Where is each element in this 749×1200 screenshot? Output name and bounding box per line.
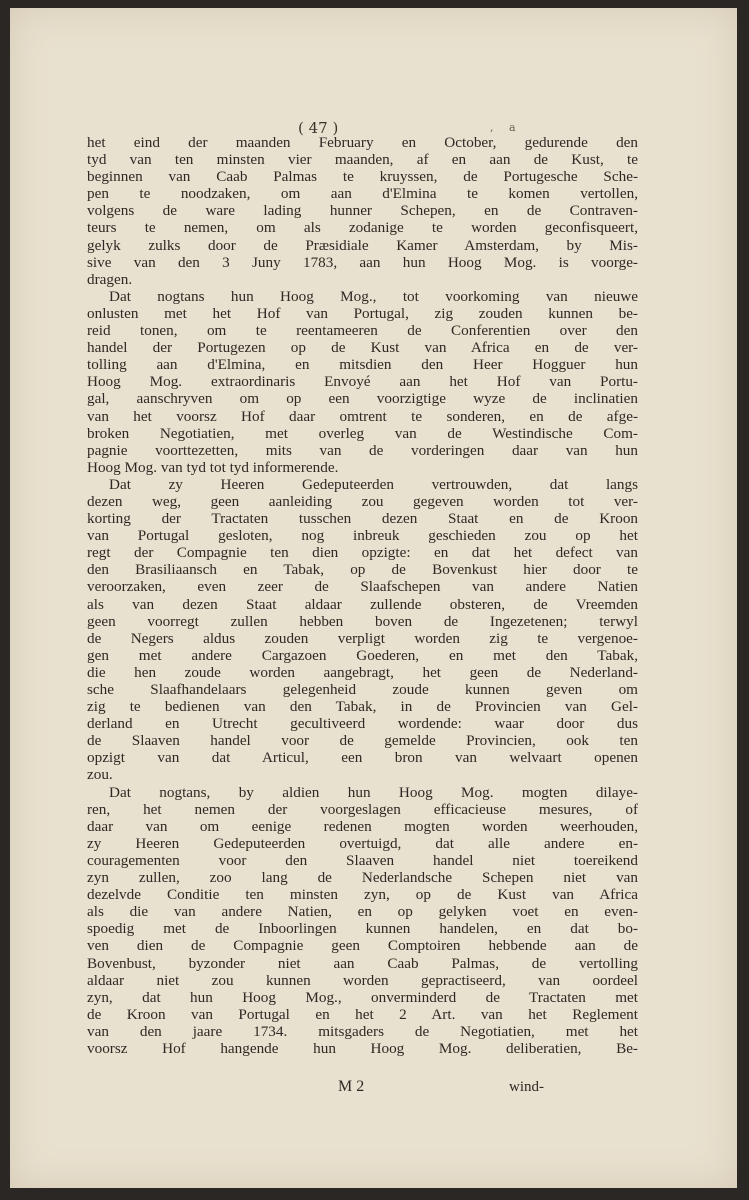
text-line: sche Slaafhandelaars gelegenheid zoude kunnen geven om: [87, 681, 638, 698]
catchword: wind-: [509, 1079, 544, 1095]
text-line: als die van andere Natien, en op gelyken voet en even-: [87, 903, 638, 921]
body-text: [87, 134, 638, 1057]
text-line: veroorzaken, even zeer de Slaafschepen van andere Natien: [87, 578, 638, 596]
page-number-header: ( 47 ): [298, 119, 339, 137]
text-line: gal, aanschryven om op een voorzigtige wyze de inclinatien: [87, 390, 638, 408]
text-line: spoedig met de Inboorlingen kunnen handelen, en dat bo-: [87, 920, 638, 938]
text-line: opzigt van dat Articul, een bron van welvaart openen: [87, 749, 638, 767]
text-line: korting der Tractaten tusschen dezen Staat en de Kroon: [87, 510, 638, 528]
text-line: den Brasiliaansch en Tabak, op de Bovenkust hier door te: [87, 561, 638, 579]
text-line: dragen.: [87, 270, 133, 288]
text-line: de Kroon van Portugal en het 2 Art. van het Reglement: [87, 1005, 638, 1023]
text-line: ren, het nemen der voorgeslagen efficacieuse mesures, of: [87, 800, 638, 818]
text-line: van het voorsz Hof daar omtrent te sonderen, en de afge-: [87, 407, 638, 425]
book-page: [10, 8, 737, 1188]
text-line: als van dezen Staat aldaar zullende obsteren, de Vreemden: [87, 595, 638, 613]
text-line: pen te noodzaken, om aan d'Elmina te komen vertollen,: [87, 185, 638, 203]
text-line: zyn zullen, zoo lang de Nederlandsche Schepen niet van: [87, 869, 638, 887]
text-line: dezelvde Conditie ten minsten zyn, op de Kust van Africa: [87, 886, 638, 904]
text-line: zou.: [87, 766, 113, 784]
text-line: voorsz Hof hangende hun Hoog Mog. deliberatien, Be-: [87, 1039, 638, 1057]
text-line: van Portugal gesloten, nog inbreuk geschieden zou op het: [87, 527, 638, 545]
text-line: onlusten met het Hof van Portugal, zig zouden kunnen be-: [87, 304, 638, 322]
page-footer: [10, 1078, 737, 1098]
text-line: zyn, dat hun Hoog Mog., onverminderd de Tractaten met: [87, 988, 638, 1006]
text-line: de Slaaven handel voor de gemelde Provincien, ook ten: [87, 732, 638, 750]
signature-mark: M 2: [338, 1078, 365, 1095]
text-line: Hoog Mog. extraordinaris Envoyé aan het Hof van Portu-: [87, 373, 638, 391]
text-line: tolling aan d'Elmina, en mitsdien den Heer Hogguer hun: [87, 356, 638, 374]
text-line: dezen weg, geen aanleiding zou gegeven worden tot ver-: [87, 492, 638, 510]
text-line: ven dien de Compagnie geen Comptoiren hebbende aan de: [87, 937, 638, 955]
text-line: Dat zy Heeren Gedeputeerden vertrouwden, dat langs: [109, 475, 638, 493]
text-line: derland en Utrecht gecultiveerd wordende: waar door dus: [87, 715, 638, 733]
text-line: tyd van ten minsten vier maanden, af en aan de Kust, te: [87, 151, 638, 169]
text-line: van den jaare 1734. mitsgaders de Negotiatien, met het: [87, 1022, 638, 1040]
text-line: broken Negotiatien, met overleg van de Westindische Com-: [87, 424, 638, 442]
text-line: de Negers aldus zouden verpligt worden zig te vergenoe-: [87, 629, 638, 647]
text-line: aldaar niet zou kunnen worden gepractiseerd, van oordeel: [87, 971, 638, 989]
text-line: Dat nogtans hun Hoog Mog., tot voorkoming van nieuwe: [109, 287, 638, 305]
text-line: volgens de ware lading hunner Schepen, en de Contraven-: [87, 202, 638, 220]
text-line: die hen zoude worden aangebragt, het geen de Nederland-: [87, 663, 638, 681]
text-line: teurs te nemen, om als zodanige te worden geconfisqueert,: [87, 219, 638, 237]
text-line: geen voorregt zullen hebben boven de Ingezetenen; terwyl: [87, 612, 638, 630]
text-line: Bovenbust, byzonder niet aan Caab Palmas, de vertolling: [87, 954, 638, 972]
text-line: Hoog Mog. van tyd tot tyd informerende.: [87, 458, 339, 476]
text-line: pagnie voorttezetten, mits van de vorderingen daar van hun: [87, 441, 638, 459]
text-line: handel der Portugezen op de Kust van Africa en de ver-: [87, 339, 638, 357]
text-line: gen met andere Cargazoen Goederen, en met den Tabak,: [87, 646, 638, 664]
text-line: zy Heeren Gedeputeerden overtuigd, dat alle andere en-: [87, 834, 638, 852]
header-marks: , a: [490, 121, 522, 134]
text-line: Dat nogtans, by aldien hun Hoog Mog. mogten dilaye-: [109, 783, 638, 801]
text-line: regt der Compagnie ten dien opzigte: en dat het defect van: [87, 544, 638, 562]
text-line: zig te bedienen van den Tabak, in de Provincien van Gel-: [87, 698, 638, 716]
text-line: daar van om eenige redenen mogten worden weerhouden,: [87, 817, 638, 835]
text-line: couragementen voor den Slaaven handel niet toereikend: [87, 851, 638, 869]
text-line: gelyk zulks door de Præsidiale Kamer Amsterdam, by Mis-: [87, 236, 638, 254]
text-line: het eind der maanden February en October, gedurende den: [87, 134, 638, 151]
text-line: reid tonen, om te reentameeren de Conferentien over den: [87, 322, 638, 340]
text-line: beginnen van Caab Palmas te kruyssen, de Portugesche Sche-: [87, 168, 638, 186]
text-line: sive van den 3 Juny 1783, aan hun Hoog Mog. is voorge-: [87, 253, 638, 271]
